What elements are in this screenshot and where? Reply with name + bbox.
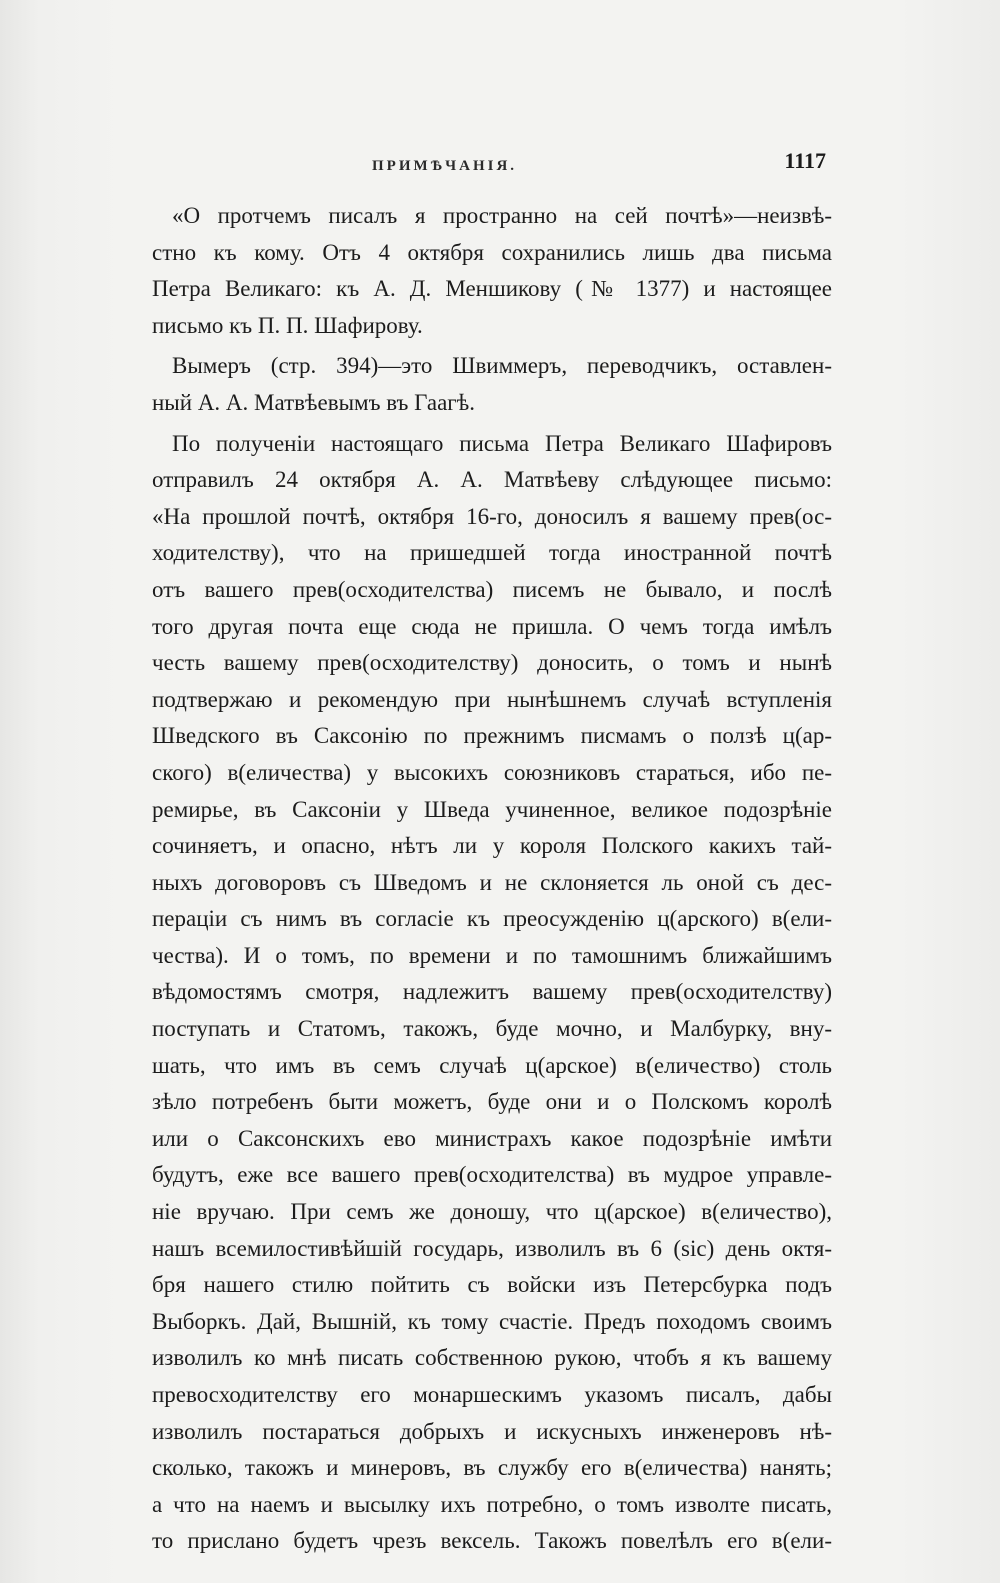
text-line: Петра Великаго: къ А. Д. Меншикову (№ 1377) и настоящее — [152, 276, 832, 302]
text-line: Выборкъ. Дай, Вышній, къ тому счастіе. Предъ походомъ своимъ — [152, 1308, 832, 1334]
body-text — [152, 198, 832, 1560]
text-line: ходителству), что на пришедшей тогда иностранной почтѣ — [152, 540, 832, 566]
page-header — [150, 148, 830, 178]
text-line: «На прошлой почтѣ, октября 16-го, доносилъ я вашему прев(ос- — [152, 503, 832, 529]
text-line: чества). И о томъ, по времени и по тамошнимъ ближайшимъ — [152, 942, 832, 968]
text-line: честь вашему прев(осходителству) доносить, о томъ и нынѣ — [152, 650, 832, 676]
text-line: стно къ кому. Отъ 4 октября сохранились лишь два письма — [152, 239, 832, 265]
text-line: «О протчемъ писалъ я пространно на сей почтѣ»—неизвѣ- — [172, 203, 832, 228]
text-line: или о Саксонскихъ ево министрахъ какое подозрѣніе имѣти — [152, 1125, 832, 1151]
text-line: бря нашего стилю пойтить съ войски изъ Петерсбурка подъ — [152, 1272, 832, 1298]
text-line: поступать и Статомъ, такожъ, буде мочно, и Малбурку, вну- — [152, 1016, 832, 1042]
text-line: а что на наемъ и высылку ихъ потребно, о томъ изволте писать, — [152, 1491, 832, 1517]
text-line: пераціи съ нимъ въ согласіе къ преосужденію ц(арского) в(ели- — [152, 906, 832, 932]
text-line: изволилъ ко мнѣ писать собственною рукою, чтобъ я къ вашему — [152, 1345, 832, 1371]
text-line: будутъ, еже все вашего прев(осходителства) въ мудрое управле- — [152, 1162, 832, 1188]
text-line: письмо къ П. П. Шафирову. — [152, 312, 423, 338]
running-title: ПРИМѢЧАНІЯ. — [372, 158, 518, 174]
text-line: вѣдомостямъ смотря, надлежитъ вашему прев(осходителству) — [152, 979, 832, 1005]
text-line: сколько, такожъ и минеровъ, въ службу его в(еличества) нанять; — [152, 1455, 832, 1481]
text-line: отправилъ 24 октября А. А. Матвѣеву слѣдующее письмо: — [152, 467, 832, 493]
text-line: зѣло потребенъ быти можетъ, буде они и о Полскомъ королѣ — [152, 1089, 832, 1115]
text-line: По полученіи настоящаго письма Петра Великаго Шафировъ — [172, 430, 832, 456]
text-line: Шведского въ Саксонію по прежнимъ писмамъ о ползѣ ц(ар- — [152, 723, 832, 749]
text-line: того другая почта еще сюда не пришла. О чемъ тогда имѣлъ — [152, 613, 832, 639]
text-line: ный А. А. Матвѣевымъ въ Гаагѣ. — [152, 389, 475, 415]
text-line: превосходителству его монаршескимъ указомъ писалъ, дабы — [152, 1382, 832, 1407]
text-line: Вымеръ (стр. 394)—это Швиммеръ, переводчикъ, оставлен- — [172, 353, 832, 379]
text-line: ніе вручаю. При семъ же доношу, что ц(арское) в(еличество), — [152, 1199, 832, 1225]
text-line: подтвержаю и рекомендую при нынѣшнемъ случаѣ вступленія — [152, 686, 832, 712]
text-line: ныхъ договоровъ съ Шведомъ и не склоняется ль оной съ дес- — [152, 869, 832, 895]
text-line: ского) в(еличества) у высокихъ союзниковъ стараться, ибо пе- — [152, 759, 832, 785]
page-number: 1117 — [784, 148, 826, 173]
text-line: отъ вашего прев(осходителства) писемъ не бывало, и послѣ — [152, 576, 832, 602]
text-line: изволилъ постараться добрыхъ и искусныхъ инженеровъ нѣ- — [152, 1418, 832, 1444]
text-line: ремирье, въ Саксоніи у Шведа учиненное, великое подозрѣніе — [152, 796, 832, 822]
text-line: сочиняетъ, и опасно, нѣтъ ли у короля Полского какихъ тай- — [152, 833, 832, 859]
text-line: шать, что имъ въ семъ случаѣ ц(арское) в(еличество) столь — [152, 1052, 832, 1078]
text-line: нашъ всемилостивѣйшій государь, изволилъ въ 6 (sic) день октя- — [152, 1235, 832, 1261]
text-line: то прислано будетъ чрезъ вексель. Такожъ повелѣлъ его в(ели- — [152, 1528, 832, 1554]
